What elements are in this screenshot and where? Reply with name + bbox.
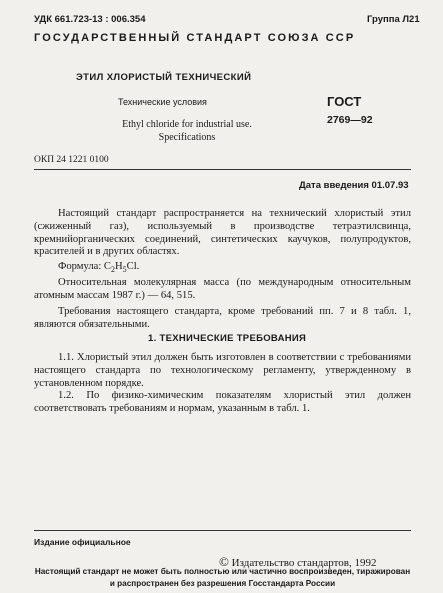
gost-label: ГОСТ bbox=[327, 94, 362, 109]
formula-cl: Cl. bbox=[126, 261, 140, 272]
formula-sub-5: 5 bbox=[122, 265, 127, 275]
formula-prefix: Формула: bbox=[58, 261, 104, 272]
document-title: ЭТИЛ ХЛОРИСТЫЙ ТЕХНИЧЕСКИЙ bbox=[76, 72, 252, 83]
paragraph-formula bbox=[34, 261, 411, 277]
copyright-text: Издательство стандартов, 1992 bbox=[231, 557, 377, 569]
document-subtitle: Технические условия bbox=[118, 97, 207, 107]
paragraph-scope: Настоящий стандарт распространяется на технический хлористый этил (сжиженный газ), используемый в производстве тетраэтилсвинца, кремнийорганических соединений, синтетических каучуков, полупродуктов, красителей и в других областях. bbox=[34, 208, 411, 258]
footer-divider bbox=[34, 530, 411, 531]
paragraph-molecular-mass: Относительная молекулярная масса (по международным относительным атомным массам 1987 г.) — 64, 515. bbox=[34, 277, 411, 301]
state-standard-heading: ГОСУДАРСТВЕННЫЙ СТАНДАРТ СОЮЗА ССР bbox=[34, 32, 356, 44]
paragraph-1-1: 1.1. Хлористый этил должен быть изготовлен в соответствии с требованиями настоящего стандарта по технологическому регламенту, утвержденному в установленном порядке. bbox=[34, 352, 411, 389]
paragraph-1-2: 1.2. По физико-химическим показателям хлористый этил должен соответствовать требованиям и нормам, указанным в табл. 1. bbox=[34, 390, 411, 414]
official-edition-label: Издание официальное bbox=[34, 537, 131, 547]
formula-sub-2: 2 bbox=[111, 265, 115, 275]
copyright-icon: © bbox=[219, 554, 229, 569]
udk-code: УДК 661.723-13 : 006.354 bbox=[34, 14, 146, 25]
okp-code: ОКП 24 1221 0100 bbox=[34, 155, 109, 165]
formula-h: H bbox=[115, 261, 123, 272]
reproduction-notice: Настоящий стандарт не может быть полностью или частично воспроизведен, тиражирован и распространен без разрешения Госстандарта России bbox=[34, 567, 411, 588]
paragraph-mandatory: Требования настоящего стандарта, кроме требований пп. 7 и 8 табл. 1, являются обязательными. bbox=[34, 306, 411, 330]
formula-c: C bbox=[103, 261, 111, 272]
document-title-english: Ethyl chloride for industrial use. Specifications bbox=[122, 119, 252, 143]
gost-number: 2769—92 bbox=[327, 114, 373, 126]
introduction-date: Дата введения 01.07.93 bbox=[299, 180, 409, 191]
divider-line bbox=[34, 169, 411, 170]
group-code: Группа Л21 bbox=[367, 14, 420, 25]
section-heading: 1. ТЕХНИЧЕСКИЕ ТРЕБОВАНИЯ bbox=[148, 333, 307, 344]
